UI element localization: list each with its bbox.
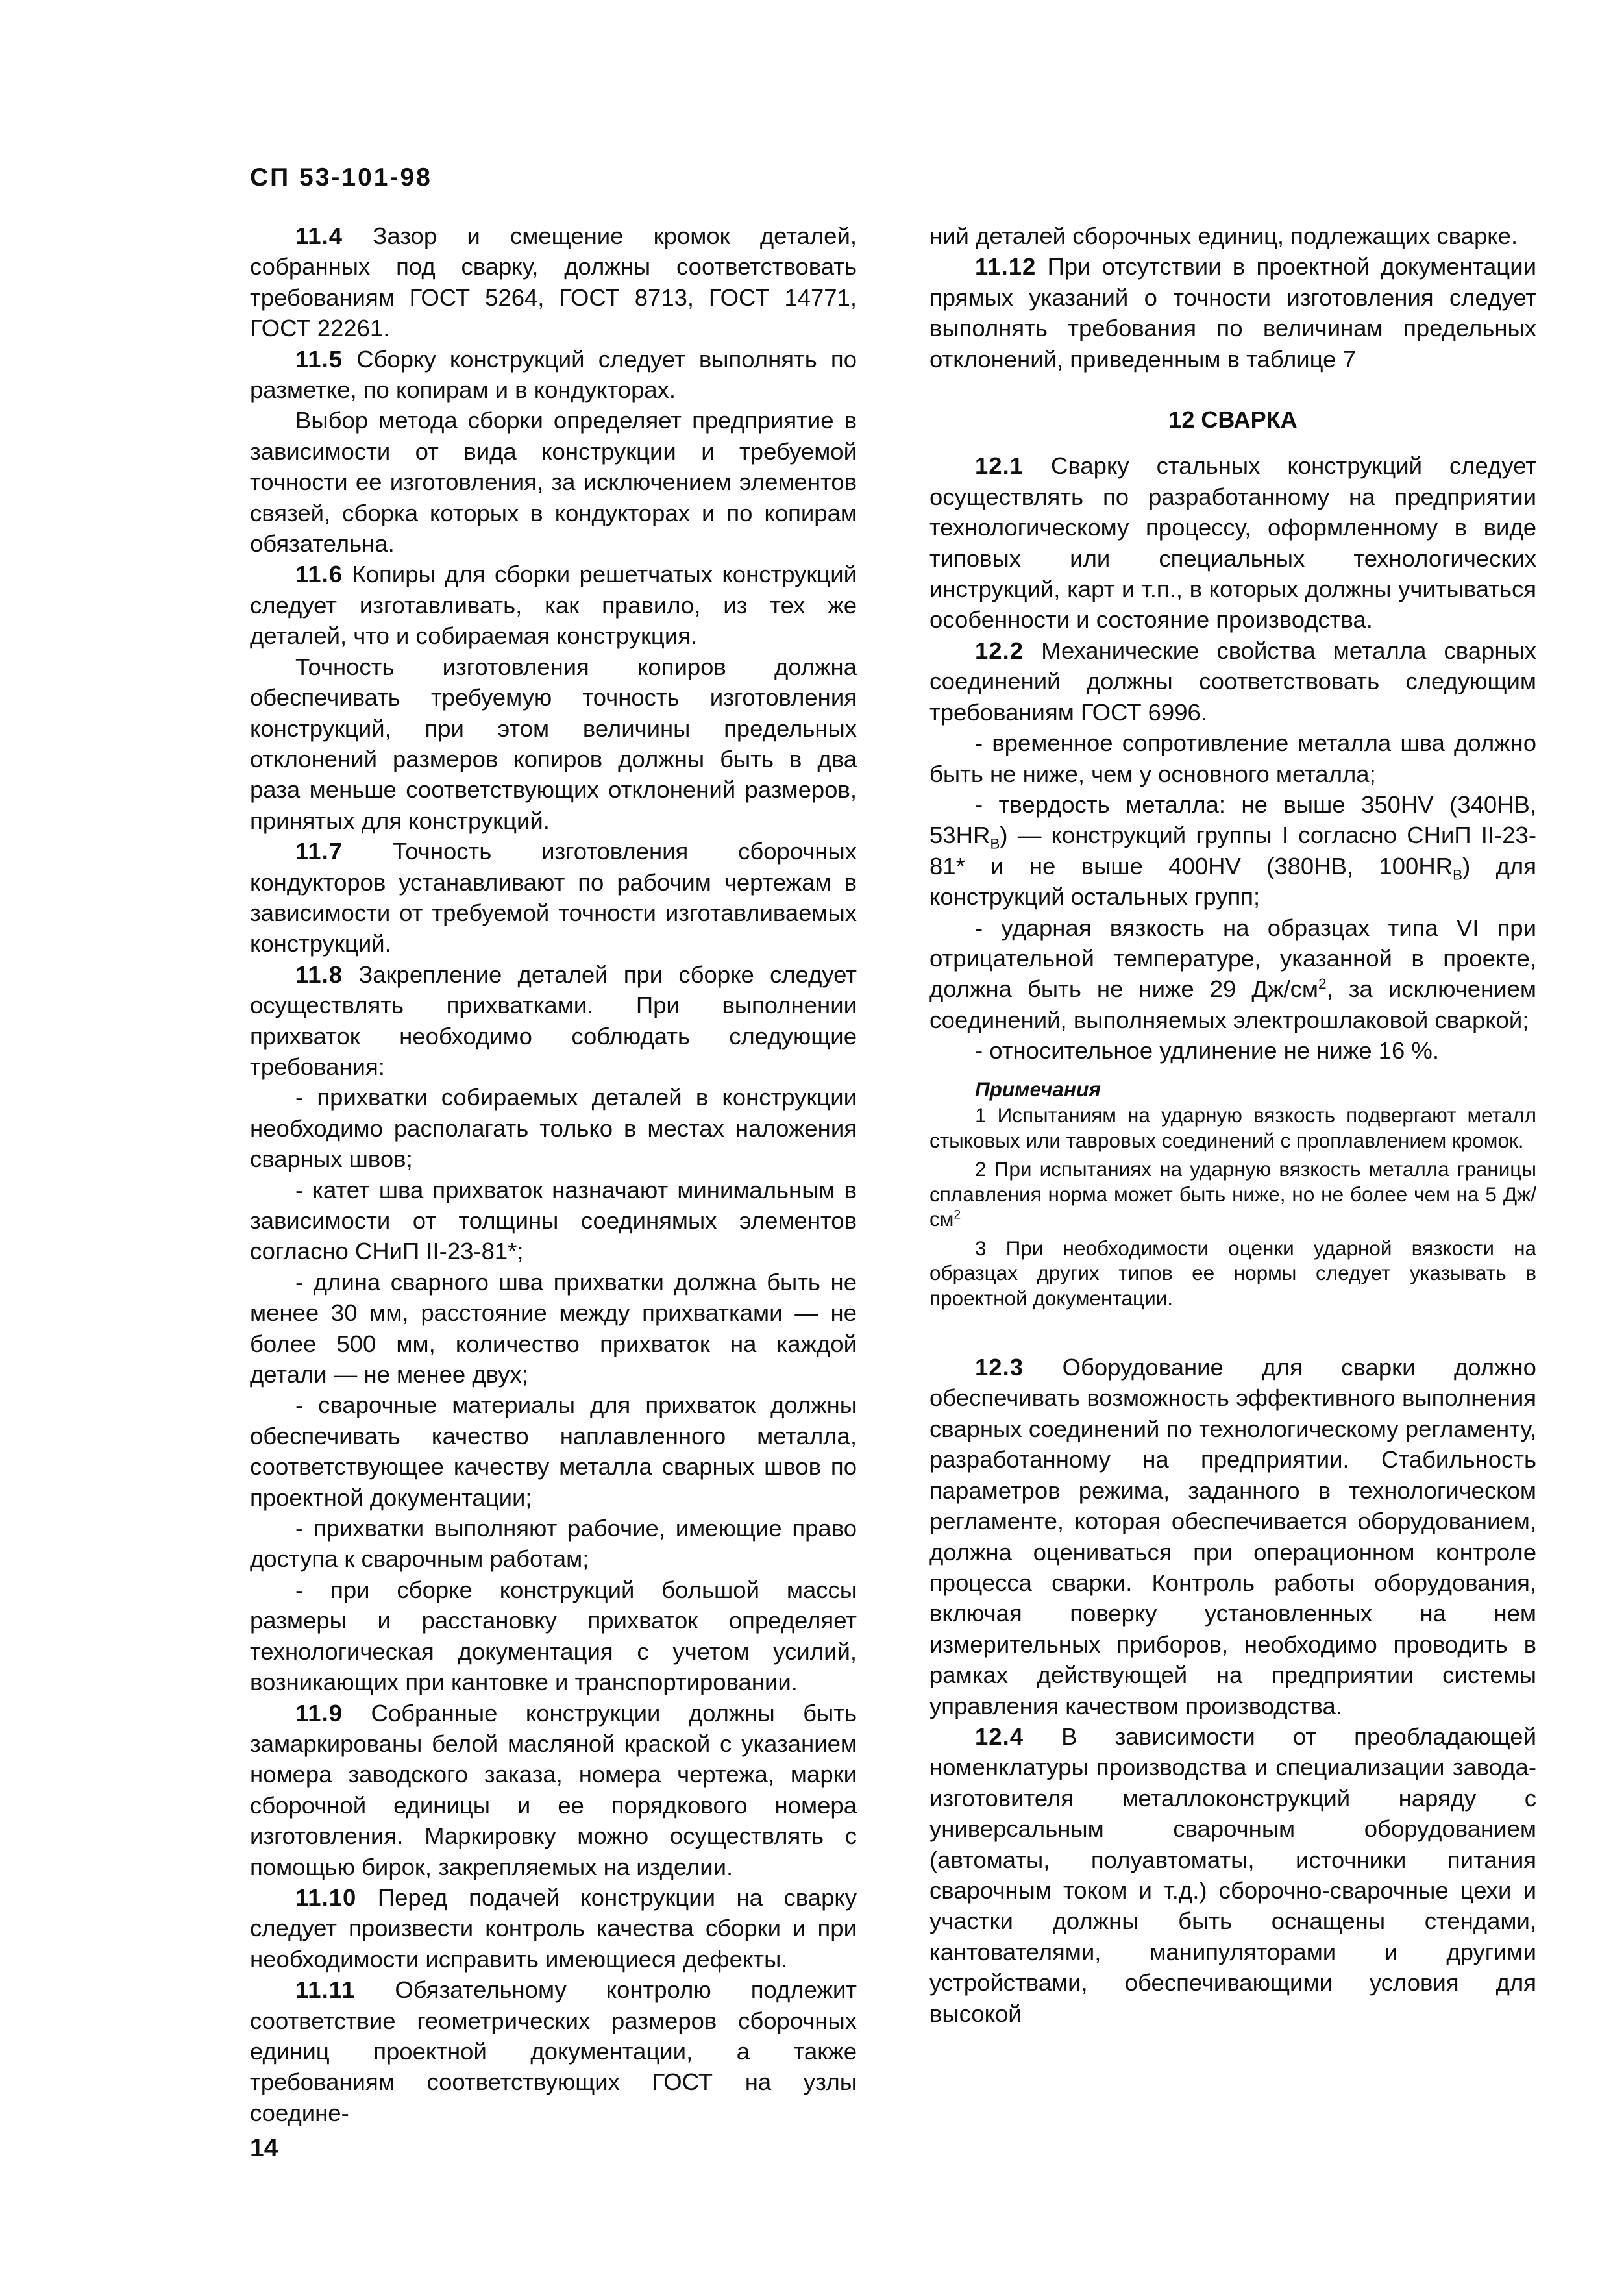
clause-number: 12.1: [975, 452, 1024, 480]
paragraph-text: Закрепление деталей при сборке следует осуществлять прихватками. При выполнении прихваток необходимо соблюдать следующие требования:: [250, 961, 857, 1080]
paragraph-11-12: [929, 251, 1536, 375]
paragraph-11-6-accuracy: [250, 652, 857, 836]
paragraph-text: Зазор и смещение кромок деталей, собранных под сварку, должны соответствовать требованиям ГОСТ 5264, ГОСТ 8713, ГОСТ 14771, ГОСТ 22261.: [250, 223, 857, 342]
notes-block: [929, 1077, 1536, 1311]
paragraph-text: , за исключением соединений, выполняемых электрошлаковой сваркой;: [929, 976, 1536, 1033]
clause-number: 11.7: [295, 838, 343, 865]
paragraph-text: ний деталей сборочных единиц, подлежащих сварке.: [929, 223, 1518, 249]
left-column: [250, 221, 857, 2128]
paragraph-text: - катет шва прихваток назначают минимальным в зависимости от толщины соединямых элементов согласно СНиП II-23-81*;: [250, 1176, 857, 1265]
paragraph-text: - ударная вязкость на образцах типа VI при отрицательной температуре, указанной в проекте, должна быть не ниже 29 Дж/см: [929, 914, 1536, 1003]
page-number: 14: [250, 2134, 278, 2162]
paragraph-12-2: [929, 635, 1536, 728]
note-text: 2 При испытаниях на ударную вязкость металла границы сплавления норма может быть ниже, но не более чем на 5 Дж/см: [929, 1157, 1536, 1231]
paragraph-text: - временное сопротивление металла шва должно быть не ниже, чем у основного металла;: [929, 730, 1536, 787]
notes-title: Примечания: [975, 1077, 1101, 1101]
superscript: 2: [953, 1207, 961, 1222]
subscript: B: [990, 835, 1000, 852]
paragraph-text: ) для конструкций остальных групп;: [929, 852, 1536, 911]
clause-number: 11.9: [295, 1699, 343, 1727]
note-text: 1 Испытаниям на ударную вязкость подвергают металл стыковых или тавровых соединений с проплавлением кромок.: [929, 1103, 1536, 1152]
paragraph-text: Выбор метода сборки определяет предприятие в зависимости от вида конструкции и требуемой точности ее изготовления, за исключением элементов связей, сборка которых в кондукторах и по копирам обязательна.: [250, 407, 857, 558]
paragraph-11-11: [250, 1974, 857, 2128]
note-text: 3 При необходимости оценки ударной вязкости на образцах других типов ее нормы следует указывать в проектной документации.: [929, 1236, 1536, 1310]
paragraph-text: - твердость металла: не выше 350HV (340HB, 53HR: [929, 791, 1536, 849]
paragraph-11-10: [250, 1882, 857, 1974]
paragraph-text: - при сборке конструкций большой массы размеры и расстановку прихваток определяет технологическая документация с учетом усилий, возникающих при кантовке и транспортировании.: [250, 1576, 857, 1696]
paragraph-11-7: [250, 836, 857, 959]
subscript: B: [1453, 866, 1463, 883]
paragraph-11-5-method: [250, 405, 857, 559]
clause-number: 11.8: [295, 961, 343, 988]
paragraph-text: Обязательному контролю подлежит соответствие геометрических размеров сборочных единиц проектной документации, а также требованиям соответствующих ГОСТ на узлы соедине-: [250, 1976, 857, 2126]
paragraph-text: Копиры для сборки решетчатых конструкций следует изготавливать, как правило, из тех же деталей, что и собираемая конструкция.: [250, 561, 857, 650]
list-item: [250, 1575, 857, 1698]
paragraph-11-5: [250, 344, 857, 406]
clause-number: 11.6: [295, 561, 343, 588]
list-item: [250, 1267, 857, 1390]
section-title: 12 СВАРКА: [1168, 406, 1298, 434]
list-item: [250, 1175, 857, 1267]
clause-number: 11.11: [295, 1976, 356, 2004]
clause-number: 11.5: [295, 345, 343, 373]
paragraph-11-4: [250, 221, 857, 344]
paragraph-11-8: [250, 959, 857, 1083]
right-column: [929, 221, 1536, 2029]
document-code: СП 53-101-98: [250, 164, 432, 191]
superscript: 2: [1318, 976, 1327, 992]
clause-number: 11.10: [295, 1884, 357, 1911]
paragraph-12-4: [929, 1721, 1536, 2029]
list-item: [250, 1390, 857, 1513]
list-item: [929, 728, 1536, 789]
note-item: [929, 1236, 1536, 1311]
paragraph-text: Собранные конструкции должны быть замаркированы белой масляной краской с указанием номера заводского заказа, номера чертежа, марки сборочной единицы и ее порядкового номера изготовления. Маркировку можно осуществлять с помощью бирок, закрепляемых на изделии.: [250, 1699, 857, 1880]
paragraph-11-9: [250, 1698, 857, 1882]
clause-number: 12.4: [975, 1723, 1024, 1750]
list-item: [929, 1035, 1536, 1066]
clause-number: 11.4: [295, 223, 343, 249]
paragraph-text: - прихватки собираемых деталей в конструкции необходимо располагать только в местах наложения сварных швов;: [250, 1084, 857, 1173]
paragraph-text: В зависимости от преобладающей номенклатуры производства и специализации завода-изготовителя металлоконструкций наряду с универсальным сварочным оборудованием (автоматы, полуавтоматы, источники питания сварочным током и т.д.) сборочно-сварочные цехи и участки должны быть оснащены стендами, кантователями, манипуляторами и другими устройствами, обеспечивающими условия для высокой: [929, 1723, 1536, 2027]
paragraph-12-3: [929, 1352, 1536, 1721]
clause-number: 12.2: [975, 637, 1024, 664]
paragraph-text: Сборку конструкций следует выполнять по разметке, по копирам и в кондукторах.: [250, 345, 857, 404]
paragraph-12-1: [929, 450, 1536, 635]
paragraph-text: - относительное удлинение не ниже 16 %.: [975, 1037, 1440, 1064]
paragraph-text: Механические свойства металла сварных соединений должны соответствовать следующим требованиям ГОСТ 6996.: [929, 637, 1536, 726]
clause-number: 12.3: [975, 1354, 1024, 1381]
paragraph-text: При отсутствии в проектной документации прямых указаний о точности изготовления следует выполнять требования по величинам предельных отклонений, приведенным в таблице 7: [929, 253, 1536, 373]
paragraph-text: Точность изготовления копиров должна обеспечивать требуемую точность изготовления конструкций, при этом величины предельных отклонений размеров копиров должны быть в два раза меньше соответствующих отклонений размеров, принятых для конструкций.: [250, 653, 857, 834]
paragraph-11-6: [250, 559, 857, 651]
note-item: [929, 1157, 1536, 1232]
paragraph-text: - длина сварного шва прихватки должна быть не менее 30 мм, расстояние между прихватками — не более 500 мм, количество прихваток на каждой детали — не менее двух;: [250, 1268, 857, 1388]
paragraph-text: Точность изготовления сборочных кондукторов устанавливают по рабочим чертежам в зависимости от требуемой точности изготавливаемых конструкций.: [250, 838, 857, 957]
list-item: [250, 1082, 857, 1174]
note-item: [929, 1103, 1536, 1153]
list-item: [929, 789, 1536, 913]
paragraph-text: - сварочные материалы для прихваток должны обеспечивать качество наплавленного металла, соответствующее качеству металла сварных швов по проектной документации;: [250, 1392, 857, 1511]
list-item: [929, 913, 1536, 1036]
list-item: [250, 1513, 857, 1575]
paragraph-text: Перед подачей конструкции на сварку следует произвести контроль качества сборки и при необходимости исправить имеющиеся дефекты.: [250, 1884, 857, 1973]
paragraph-text: - прихватки выполняют рабочие, имеющие право доступа к сварочным работам;: [250, 1515, 857, 1573]
paragraph-text: Оборудование для сварки должно обеспечивать возможность эффективного выполнения сварных соединений по технологическому регламенту, разработанному на предприятии. Стабильность параметров режима, заданного в технологическом регламенте, которая обеспечивается оборудованием, должна оцениваться при операционном контроле процесса сварки. Контроль работы оборудования, включая поверку установленных на нем измерительных приборов, необходимо проводить в рамках действующей на предприятии системы управления качеством производства.: [929, 1354, 1536, 1719]
paragraph-text: Сварку стальных конструкций следует осуществлять по разработанному на предприятии технологическому процессу, оформленному в виде типовых или специальных технологических инструкций, карт и т.п., в которых должны учитываться особенности и состояние производства.: [929, 452, 1536, 633]
paragraph-continuation: [929, 221, 1536, 251]
paragraph-text: ) — конструкций группы I согласно СНиП II-23-81* и не выше 400HV (380HB, 100HR: [929, 822, 1536, 879]
clause-number: 11.12: [975, 253, 1037, 280]
